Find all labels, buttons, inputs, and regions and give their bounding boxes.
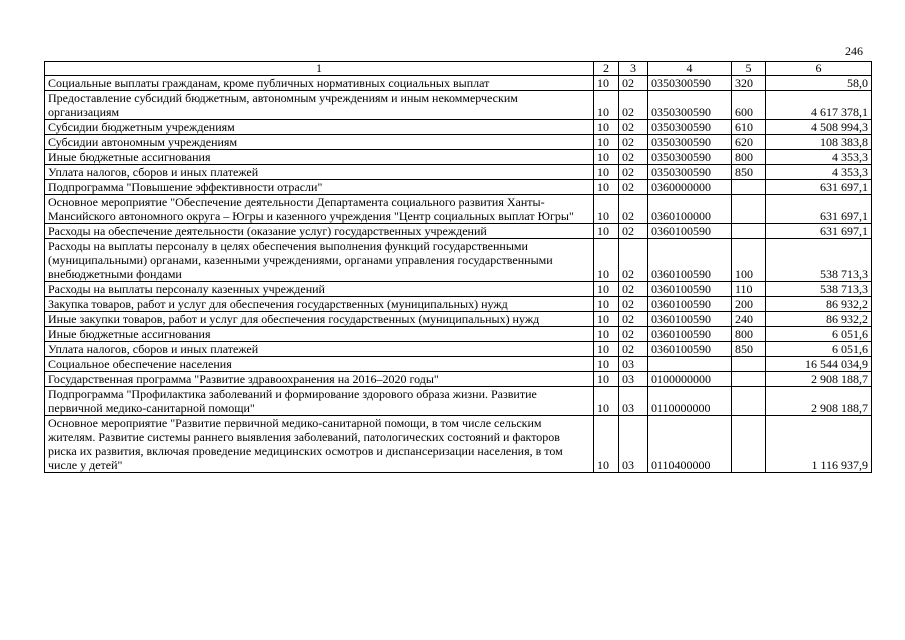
header-row	[45, 62, 872, 76]
table-row	[45, 416, 872, 473]
table-row	[45, 224, 872, 239]
amount-cell: 2 908 188,7	[766, 387, 872, 416]
expense-type-cell: 800	[732, 150, 766, 165]
subsection-code-cell: 02	[619, 91, 648, 120]
amount-cell: 4 508 994,3	[766, 120, 872, 135]
expense-type-cell: 610	[732, 120, 766, 135]
subsection-code-cell: 02	[619, 195, 648, 224]
amount-cell: 6 051,6	[766, 342, 872, 357]
expense-type-cell: 850	[732, 342, 766, 357]
expense-type-cell	[732, 357, 766, 372]
target-article-cell: 0360100590	[648, 282, 732, 297]
table-row	[45, 165, 872, 180]
target-article-cell: 0110400000	[648, 416, 732, 473]
target-article-cell: 0360100590	[648, 327, 732, 342]
subsection-code-cell: 02	[619, 327, 648, 342]
target-article-cell: 0110000000	[648, 387, 732, 416]
amount-cell: 4 353,3	[766, 165, 872, 180]
page-number: 246	[845, 44, 863, 58]
section-code-cell: 10	[594, 135, 619, 150]
section-code-cell: 10	[594, 150, 619, 165]
expenditure-name-cell: Субсидии бюджетным учреждениям	[45, 120, 594, 135]
section-code-cell: 10	[594, 372, 619, 387]
subsection-code-cell: 02	[619, 120, 648, 135]
target-article-cell: 0360100590	[648, 224, 732, 239]
table-row	[45, 91, 872, 120]
amount-cell: 631 697,1	[766, 224, 872, 239]
subsection-code-cell: 02	[619, 165, 648, 180]
subsection-code-cell: 02	[619, 297, 648, 312]
section-code-cell: 10	[594, 120, 619, 135]
expense-type-cell	[732, 372, 766, 387]
expenditure-name-cell: Иные бюджетные ассигнования	[45, 150, 594, 165]
expense-type-cell: 110	[732, 282, 766, 297]
target-article-cell: 0350300590	[648, 165, 732, 180]
amount-cell: 2 908 188,7	[766, 372, 872, 387]
subsection-code-cell: 03	[619, 357, 648, 372]
amount-cell: 631 697,1	[766, 195, 872, 224]
subsection-code-cell: 02	[619, 282, 648, 297]
expenditure-name-cell: Закупка товаров, работ и услуг для обеспечения государственных (муниципальных) нужд	[45, 297, 594, 312]
table-row	[45, 327, 872, 342]
table-row	[45, 150, 872, 165]
table-row	[45, 180, 872, 195]
section-code-cell: 10	[594, 357, 619, 372]
table-row	[45, 297, 872, 312]
expense-type-cell: 200	[732, 297, 766, 312]
amount-cell: 6 051,6	[766, 327, 872, 342]
header-col-3: 3	[619, 62, 648, 76]
table-row	[45, 76, 872, 91]
target-article-cell: 0360100590	[648, 239, 732, 282]
expenditure-name-cell: Уплата налогов, сборов и иных платежей	[45, 342, 594, 357]
header-col-4: 4	[648, 62, 732, 76]
section-code-cell: 10	[594, 416, 619, 473]
section-code-cell: 10	[594, 239, 619, 282]
target-article-cell: 0360100590	[648, 342, 732, 357]
table-row	[45, 387, 872, 416]
subsection-code-cell: 03	[619, 372, 648, 387]
target-article-cell	[648, 357, 732, 372]
amount-cell: 538 713,3	[766, 282, 872, 297]
target-article-cell: 0350300590	[648, 150, 732, 165]
table-body	[45, 76, 872, 473]
table-row	[45, 120, 872, 135]
table-row	[45, 239, 872, 282]
target-article-cell: 0350300590	[648, 135, 732, 150]
target-article-cell: 0350300590	[648, 120, 732, 135]
amount-cell: 538 713,3	[766, 239, 872, 282]
target-article-cell: 0350300590	[648, 91, 732, 120]
expenditure-name-cell: Уплата налогов, сборов и иных платежей	[45, 165, 594, 180]
table-row	[45, 312, 872, 327]
subsection-code-cell: 02	[619, 239, 648, 282]
expenditure-name-cell: Предоставление субсидий бюджетным, автономным учреждениям и иным некоммерческим организациям	[45, 91, 594, 120]
header-col-6: 6	[766, 62, 872, 76]
table-row	[45, 195, 872, 224]
expense-type-cell: 800	[732, 327, 766, 342]
section-code-cell: 10	[594, 195, 619, 224]
table-row	[45, 357, 872, 372]
target-article-cell: 0360000000	[648, 180, 732, 195]
budget-table	[44, 61, 872, 473]
amount-cell: 4 353,3	[766, 150, 872, 165]
amount-cell: 1 116 937,9	[766, 416, 872, 473]
subsection-code-cell: 02	[619, 224, 648, 239]
amount-cell: 86 932,2	[766, 297, 872, 312]
header-col-5: 5	[732, 62, 766, 76]
expenditure-name-cell: Расходы на выплаты персоналу казенных учреждений	[45, 282, 594, 297]
header-col-2: 2	[594, 62, 619, 76]
table-row	[45, 342, 872, 357]
amount-cell: 4 617 378,1	[766, 91, 872, 120]
amount-cell: 58,0	[766, 76, 872, 91]
amount-cell: 16 544 034,9	[766, 357, 872, 372]
expense-type-cell: 850	[732, 165, 766, 180]
table-row	[45, 135, 872, 150]
header-col-1: 1	[45, 62, 594, 76]
target-article-cell: 0360100590	[648, 312, 732, 327]
expense-type-cell: 600	[732, 91, 766, 120]
section-code-cell: 10	[594, 282, 619, 297]
section-code-cell: 10	[594, 342, 619, 357]
expenditure-name-cell: Расходы на выплаты персоналу в целях обеспечения выполнения функций государственными (муниципальными) органами, казенными учреждениями, органами управления государственными внебюджетными фондами	[45, 239, 594, 282]
amount-cell: 108 383,8	[766, 135, 872, 150]
section-code-cell: 10	[594, 312, 619, 327]
subsection-code-cell: 02	[619, 76, 648, 91]
expense-type-cell: 620	[732, 135, 766, 150]
expense-type-cell	[732, 195, 766, 224]
expenditure-name-cell: Основное мероприятие "Развитие первичной медико-санитарной помощи, в том числе сельским жителям. Развитие системы раннего выявления заболеваний, патологических состояний и факторов риска их развития, включая проведение медицинских осмотров и диспансеризации населения, в том числе у детей"	[45, 416, 594, 473]
target-article-cell: 0360100590	[648, 297, 732, 312]
section-code-cell: 10	[594, 76, 619, 91]
expenditure-name-cell: Социальное обеспечение населения	[45, 357, 594, 372]
subsection-code-cell: 03	[619, 387, 648, 416]
subsection-code-cell: 02	[619, 135, 648, 150]
expenditure-name-cell: Иные бюджетные ассигнования	[45, 327, 594, 342]
expense-type-cell	[732, 416, 766, 473]
expenditure-name-cell: Расходы на обеспечение деятельности (оказание услуг) государственных учреждений	[45, 224, 594, 239]
expenditure-name-cell: Иные закупки товаров, работ и услуг для обеспечения государственных (муниципальных) нужд	[45, 312, 594, 327]
amount-cell: 631 697,1	[766, 180, 872, 195]
target-article-cell: 0100000000	[648, 372, 732, 387]
target-article-cell: 0360100000	[648, 195, 732, 224]
expenditure-name-cell: Субсидии автономным учреждениям	[45, 135, 594, 150]
table-row	[45, 372, 872, 387]
table-row	[45, 282, 872, 297]
expense-type-cell	[732, 387, 766, 416]
target-article-cell: 0350300590	[648, 76, 732, 91]
section-code-cell: 10	[594, 91, 619, 120]
expense-type-cell: 100	[732, 239, 766, 282]
subsection-code-cell: 02	[619, 150, 648, 165]
subsection-code-cell: 03	[619, 416, 648, 473]
expense-type-cell	[732, 224, 766, 239]
subsection-code-cell: 02	[619, 312, 648, 327]
expenditure-name-cell: Подпрограмма "Профилактика заболеваний и формирование здорового образа жизни. Развитие первичной медико-санитарной помощи"	[45, 387, 594, 416]
section-code-cell: 10	[594, 165, 619, 180]
subsection-code-cell: 02	[619, 180, 648, 195]
amount-cell: 86 932,2	[766, 312, 872, 327]
expense-type-cell: 240	[732, 312, 766, 327]
expenditure-name-cell: Подпрограмма "Повышение эффективности отрасли"	[45, 180, 594, 195]
section-code-cell: 10	[594, 180, 619, 195]
section-code-cell: 10	[594, 224, 619, 239]
subsection-code-cell: 02	[619, 342, 648, 357]
section-code-cell: 10	[594, 327, 619, 342]
expenditure-name-cell: Государственная программа "Развитие здравоохранения на 2016–2020 годы"	[45, 372, 594, 387]
expense-type-cell	[732, 180, 766, 195]
expenditure-name-cell: Основное мероприятие "Обеспечение деятельности Департамента социального развития Ханты-Мансийского автономного округа – Югры и казенного учреждения "Центр социальных выплат Югры"	[45, 195, 594, 224]
expenditure-name-cell: Социальные выплаты гражданам, кроме публичных нормативных социальных выплат	[45, 76, 594, 91]
section-code-cell: 10	[594, 387, 619, 416]
expense-type-cell: 320	[732, 76, 766, 91]
section-code-cell: 10	[594, 297, 619, 312]
